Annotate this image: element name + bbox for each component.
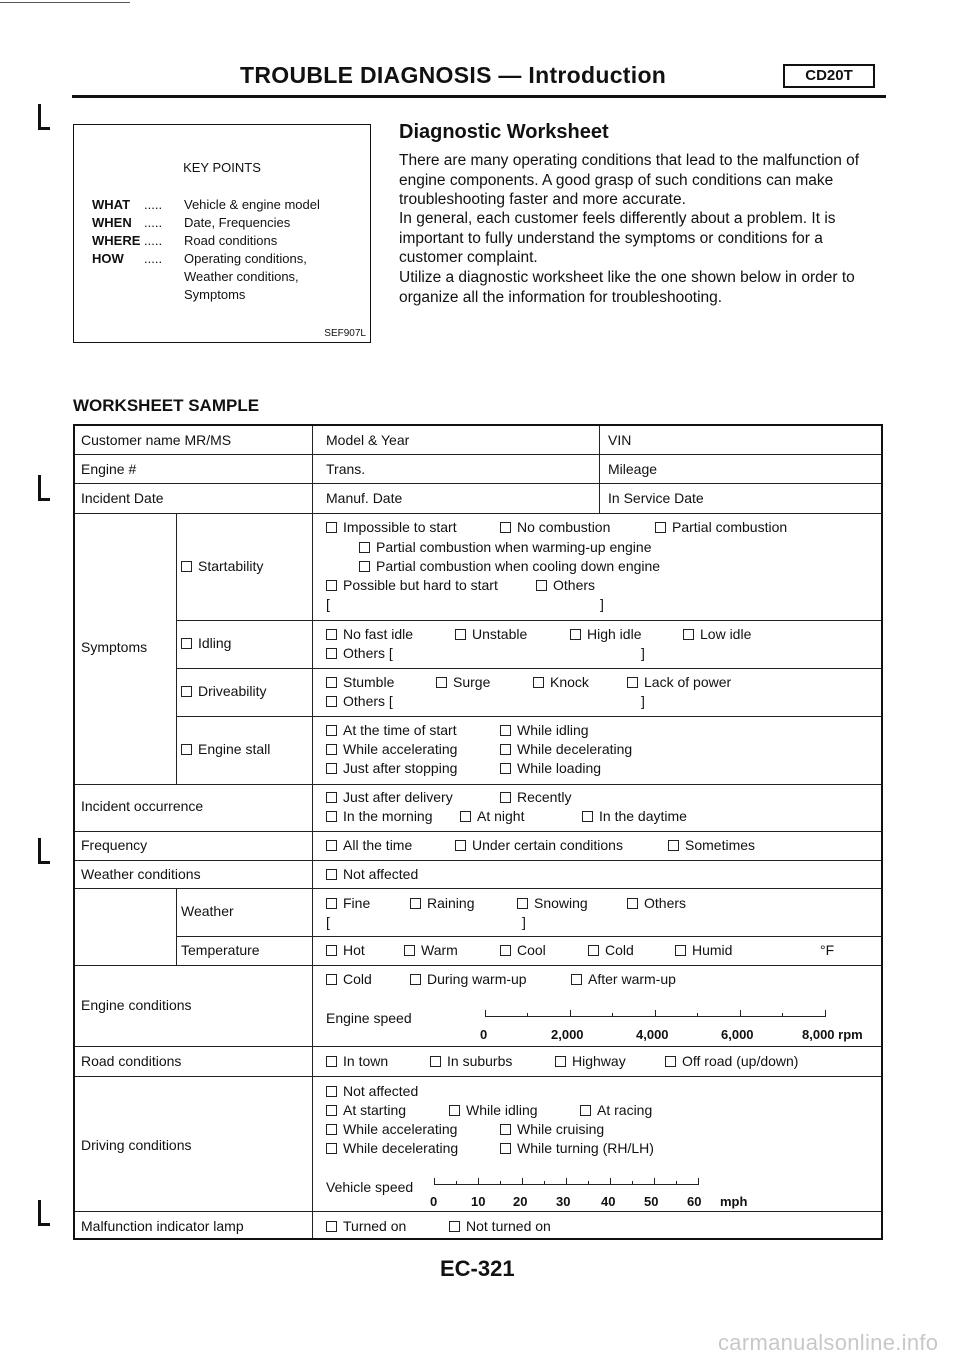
revision-mark — [36, 1200, 50, 1226]
worksheet-title: WORKSHEET SAMPLE — [73, 396, 260, 415]
option-warm: Warm — [404, 942, 458, 959]
checkbox[interactable] — [410, 974, 421, 985]
temperature-label: Temperature — [181, 942, 260, 958]
checkbox[interactable] — [326, 1221, 337, 1232]
option-low-idle: Low idle — [683, 626, 751, 643]
worksheet-table — [73, 424, 883, 1240]
checkbox[interactable] — [410, 898, 421, 909]
page-number: EC-321 — [440, 1256, 515, 1281]
key-desc: Operating conditions, — [184, 251, 307, 266]
scale-label: 30 — [556, 1194, 571, 1209]
scale-label: 6,000 — [721, 1027, 754, 1042]
scale-label: 10 — [471, 1194, 486, 1209]
scale-tick — [825, 1010, 826, 1017]
scale-label: 20 — [513, 1194, 528, 1209]
key-points-title: KEY POINTS — [183, 160, 261, 175]
scale-tick — [740, 1010, 741, 1017]
scale-tick — [566, 1178, 567, 1185]
key-term: WHAT — [92, 197, 131, 212]
option-turned-on: Turned on — [326, 1218, 406, 1235]
checkbox[interactable] — [181, 561, 192, 572]
scale-tick — [655, 1010, 656, 1017]
checkbox[interactable] — [326, 974, 337, 985]
checkbox[interactable] — [665, 1056, 676, 1067]
bracket-open: [ — [326, 914, 330, 930]
road-conditions-label: Road conditions — [81, 1053, 182, 1069]
checkbox[interactable] — [627, 677, 638, 688]
option-impossible-start: Impossible to start — [326, 519, 457, 536]
option-in-town: In town — [326, 1053, 388, 1070]
row-divider — [75, 513, 881, 514]
checkbox[interactable] — [460, 811, 471, 822]
option-while-cruising: While cruising — [500, 1121, 604, 1138]
checkbox[interactable] — [326, 648, 337, 659]
option-morning: In the morning — [326, 808, 433, 825]
figure-code: SEF907L — [324, 328, 366, 339]
model-badge: CD20T — [783, 64, 875, 88]
checkbox[interactable] — [500, 1124, 511, 1135]
option-driving-idling: While idling — [449, 1102, 538, 1119]
page-title: TROUBLE DIAGNOSIS — Introduction — [240, 62, 667, 88]
option-cold: Cold — [588, 942, 634, 959]
option-partial-combustion: Partial combustion — [655, 519, 787, 536]
option-at-racing: At racing — [580, 1102, 652, 1119]
key-dots — [144, 268, 184, 286]
row-divider — [176, 936, 881, 937]
scale-label: 8,000 rpm — [802, 1027, 863, 1042]
checkbox[interactable] — [627, 898, 638, 909]
scale-label: 2,000 — [551, 1027, 584, 1042]
checkbox[interactable] — [359, 542, 370, 553]
driveability-label: Driveability — [181, 683, 266, 700]
checkbox[interactable] — [500, 763, 511, 774]
option-recently: Recently — [500, 789, 571, 806]
engine-stall-label: Engine stall — [181, 741, 270, 758]
intro-paragraph: In general, each customer feels differently about a problem. It is important to fully understand the symptoms or conditions for a customer complaint. — [399, 210, 836, 266]
option-not-turned-on: Not turned on — [449, 1218, 551, 1235]
key-term: HOW — [92, 251, 124, 266]
option-after-warm-up: After warm-up — [571, 971, 676, 988]
checkbox[interactable] — [455, 840, 466, 851]
key-points-box — [73, 124, 371, 343]
key-point-row — [92, 268, 354, 286]
scale-tick — [612, 1013, 613, 1017]
row-divider — [75, 965, 881, 966]
header-rule — [72, 95, 886, 98]
frequency-label: Frequency — [81, 837, 148, 853]
checkbox[interactable] — [588, 945, 599, 956]
revision-mark — [36, 838, 50, 864]
row-divider — [75, 831, 881, 832]
scale-tick — [588, 1181, 589, 1185]
option-driving-accelerating: While accelerating — [326, 1121, 457, 1138]
manuf-date-label: Manuf. Date — [326, 490, 403, 506]
row-divider — [176, 668, 881, 669]
scale-label: 0 — [430, 1194, 438, 1209]
checkbox[interactable] — [517, 898, 528, 909]
checkbox[interactable] — [683, 629, 694, 640]
checkbox[interactable] — [436, 677, 447, 688]
key-term — [92, 268, 144, 286]
bracket-close: ] — [600, 596, 604, 612]
temperature-unit: °F — [820, 942, 835, 958]
checkbox[interactable] — [571, 974, 582, 985]
option-warm-up: During warm-up — [410, 971, 527, 988]
key-dots: ..... — [144, 197, 163, 212]
option-while-turning: While turning (RH/LH) — [500, 1140, 654, 1157]
scale-label: 0 — [480, 1027, 488, 1042]
scale-tick — [782, 1013, 783, 1017]
intro-paragraph: There are many operating conditions that lead to the malfunction of engine components. A good grasp of such conditions can make troubleshooting faster and more accurate. — [399, 152, 860, 208]
checkbox[interactable] — [326, 696, 337, 707]
engine-number-label: Engine # — [81, 461, 137, 477]
checkbox[interactable] — [580, 1105, 591, 1116]
symptoms-label: Symptoms — [81, 639, 148, 655]
option-surge: Surge — [436, 674, 490, 691]
option-time-start: At the time of start — [326, 722, 457, 739]
checkbox[interactable] — [655, 522, 666, 533]
column-divider — [312, 513, 313, 1238]
checkbox[interactable] — [326, 811, 337, 822]
option-engine-cold: Cold — [326, 971, 372, 988]
key-dots — [144, 286, 184, 304]
option-cool: Cool — [500, 942, 546, 959]
option-certain-conditions: Under certain conditions — [455, 837, 623, 854]
key-term: WHEN — [92, 215, 132, 230]
option-after-delivery: Just after delivery — [326, 789, 453, 806]
option-while-idling: While idling — [500, 722, 589, 739]
checkbox[interactable] — [536, 580, 547, 591]
revision-mark — [36, 104, 50, 130]
section-title: Diagnostic Worksheet — [399, 121, 609, 143]
checkbox[interactable] — [326, 1124, 337, 1135]
incident-date-label: Incident Date — [81, 490, 164, 506]
checkbox[interactable] — [326, 725, 337, 736]
column-divider — [176, 513, 177, 784]
scale-tick — [698, 1178, 699, 1185]
key-dots: ..... — [144, 215, 163, 230]
key-desc: Vehicle & engine model — [184, 197, 320, 212]
checkbox[interactable] — [181, 744, 192, 755]
checkbox[interactable] — [404, 945, 415, 956]
checkbox[interactable] — [430, 1056, 441, 1067]
row-divider — [75, 860, 881, 861]
option-in-suburbs: In suburbs — [430, 1053, 512, 1070]
scale-tick — [676, 1181, 677, 1185]
engine-conditions-label: Engine conditions — [81, 997, 192, 1013]
driving-conditions-label: Driving conditions — [81, 1137, 192, 1153]
key-desc: Road conditions — [184, 233, 278, 248]
option-fine: Fine — [326, 895, 370, 912]
checkbox[interactable] — [449, 1221, 460, 1232]
key-point-row — [92, 286, 354, 304]
checkbox[interactable] — [326, 1056, 337, 1067]
checkbox[interactable] — [668, 840, 679, 851]
option-possible-hard: Possible but hard to start — [326, 577, 498, 594]
checkbox[interactable] — [359, 561, 370, 572]
checkbox[interactable] — [326, 677, 337, 688]
option-humid: Humid — [675, 942, 732, 959]
option-partial-cooling: Partial combustion when cooling down engine — [359, 558, 660, 575]
checkbox[interactable] — [500, 945, 511, 956]
option-partial-warming: Partial combustion when warming-up engine — [359, 539, 651, 556]
key-dots: ..... — [144, 233, 163, 248]
scale-tick — [500, 1181, 501, 1185]
checkbox[interactable] — [500, 522, 511, 533]
scale-label: 4,000 — [636, 1027, 669, 1042]
checkbox[interactable] — [500, 1143, 511, 1154]
option-highway: Highway — [555, 1053, 626, 1070]
checkbox[interactable] — [533, 677, 544, 688]
scale-label: 60 — [687, 1194, 702, 1209]
mil-label: Malfunction indicator lamp — [81, 1218, 244, 1234]
option-unstable: Unstable — [455, 626, 527, 643]
vin-label: VIN — [608, 432, 632, 448]
bracket-close: ] — [641, 645, 645, 661]
checkbox[interactable] — [326, 869, 337, 880]
key-desc: Date, Frequencies — [184, 215, 291, 230]
mileage-label: Mileage — [608, 461, 658, 477]
option-sometimes: Sometimes — [668, 837, 755, 854]
column-divider — [176, 888, 177, 965]
model-year-label: Model & Year — [326, 432, 410, 448]
row-divider — [176, 620, 881, 621]
scale-tick — [485, 1010, 486, 1017]
option-all-time: All the time — [326, 837, 412, 854]
option-while-loading: While loading — [500, 760, 601, 777]
option-lack-power: Lack of power — [627, 674, 731, 691]
row-divider — [75, 1211, 881, 1212]
option-snowing: Snowing — [517, 895, 588, 912]
trans-label: Trans. — [326, 461, 366, 477]
checkbox[interactable] — [326, 945, 337, 956]
scale-tick — [522, 1178, 523, 1185]
row-divider — [75, 1076, 881, 1077]
incident-occurrence-label: Incident occurrence — [81, 798, 204, 814]
checkbox[interactable] — [326, 792, 337, 803]
option-raining: Raining — [410, 895, 474, 912]
column-divider — [312, 426, 313, 513]
option-while-decelerating: While decelerating — [500, 741, 632, 758]
option-idle-others: Others [ — [326, 645, 393, 662]
checkbox[interactable] — [326, 580, 337, 591]
checkbox[interactable] — [455, 629, 466, 640]
top-edge-rule — [0, 2, 130, 3]
vehicle-speed-label: Vehicle speed — [326, 1179, 414, 1195]
option-at-starting: At starting — [326, 1102, 406, 1119]
checkbox[interactable] — [675, 945, 686, 956]
scale-label: mph — [720, 1194, 748, 1209]
watermark: carmanualsonline.info — [718, 1330, 939, 1355]
checkbox[interactable] — [570, 629, 581, 640]
checkbox[interactable] — [500, 744, 511, 755]
checkbox[interactable] — [326, 1105, 337, 1116]
scale-tick — [570, 1010, 571, 1017]
row-divider — [75, 888, 881, 889]
option-weather-not-affected: Not affected — [326, 866, 418, 883]
option-off-road: Off road (up/down) — [665, 1053, 798, 1070]
checkbox[interactable] — [500, 725, 511, 736]
bracket-close: ] — [641, 693, 645, 709]
scale-tick — [456, 1181, 457, 1185]
in-service-date-label: In Service Date — [608, 490, 704, 506]
scale-label: 40 — [601, 1194, 616, 1209]
option-no-combustion: No combustion — [500, 519, 610, 536]
checkbox[interactable] — [181, 638, 192, 649]
startability-label: Startability — [181, 558, 263, 575]
option-night: At night — [460, 808, 524, 825]
scale-tick — [610, 1178, 611, 1185]
option-while-accelerating: While accelerating — [326, 741, 457, 758]
option-knock: Knock — [533, 674, 589, 691]
scale-tick — [544, 1181, 545, 1185]
checkbox[interactable] — [326, 763, 337, 774]
checkbox[interactable] — [582, 811, 593, 822]
option-stumble: Stumble — [326, 674, 394, 691]
option-driving-not-affected: Not affected — [326, 1083, 418, 1100]
key-point-row — [92, 232, 354, 250]
key-desc: Weather conditions, — [184, 269, 299, 284]
checkbox[interactable] — [326, 898, 337, 909]
key-point-row — [92, 250, 354, 268]
bracket-close: ] — [522, 914, 526, 930]
idling-label: Idling — [181, 635, 231, 652]
option-hot: Hot — [326, 942, 365, 959]
scale-tick — [654, 1178, 655, 1185]
checkbox[interactable] — [326, 522, 337, 533]
checkbox[interactable] — [500, 792, 511, 803]
checkbox[interactable] — [326, 744, 337, 755]
row-divider — [75, 1046, 881, 1047]
scale-tick — [697, 1013, 698, 1017]
row-divider — [176, 716, 881, 717]
option-daytime: In the daytime — [582, 808, 687, 825]
scale-tick — [527, 1013, 528, 1017]
weather-label: Weather — [181, 903, 234, 919]
key-term — [92, 286, 144, 304]
option-weather-others: Others — [627, 895, 686, 912]
bracket-open: [ — [326, 596, 330, 612]
key-dots: ..... — [144, 251, 163, 266]
revision-mark — [36, 475, 50, 501]
intro-paragraph: Utilize a diagnostic worksheet like the one shown below in order to organize all the information for troubleshooting. — [399, 269, 855, 306]
scale-tick — [434, 1178, 435, 1185]
option-no-fast-idle: No fast idle — [326, 626, 413, 643]
scale-tick — [632, 1181, 633, 1185]
option-high-idle: High idle — [570, 626, 641, 643]
option-driving-decelerating: While decelerating — [326, 1140, 458, 1157]
checkbox[interactable] — [555, 1056, 566, 1067]
row-divider — [75, 784, 881, 785]
key-term: WHERE — [92, 233, 141, 248]
checkbox[interactable] — [449, 1105, 460, 1116]
checkbox[interactable] — [326, 1086, 337, 1097]
key-point-row — [92, 214, 354, 232]
checkbox[interactable] — [326, 1143, 337, 1154]
key-point-row — [92, 196, 354, 214]
option-drive-others: Others [ — [326, 693, 393, 710]
scale-tick — [478, 1178, 479, 1185]
checkbox[interactable] — [326, 629, 337, 640]
checkbox[interactable] — [326, 840, 337, 851]
weather-conditions-label: Weather conditions — [81, 866, 201, 882]
option-after-stopping: Just after stopping — [326, 760, 457, 777]
customer-name-label: Customer name MR/MS — [81, 432, 232, 448]
checkbox[interactable] — [181, 686, 192, 697]
option-start-others: Others — [536, 577, 595, 594]
row-divider — [75, 483, 881, 484]
key-desc: Symptoms — [184, 287, 246, 302]
engine-speed-label: Engine speed — [326, 1010, 412, 1026]
scale-label: 50 — [644, 1194, 659, 1209]
column-divider — [599, 426, 600, 513]
row-divider — [75, 454, 881, 455]
